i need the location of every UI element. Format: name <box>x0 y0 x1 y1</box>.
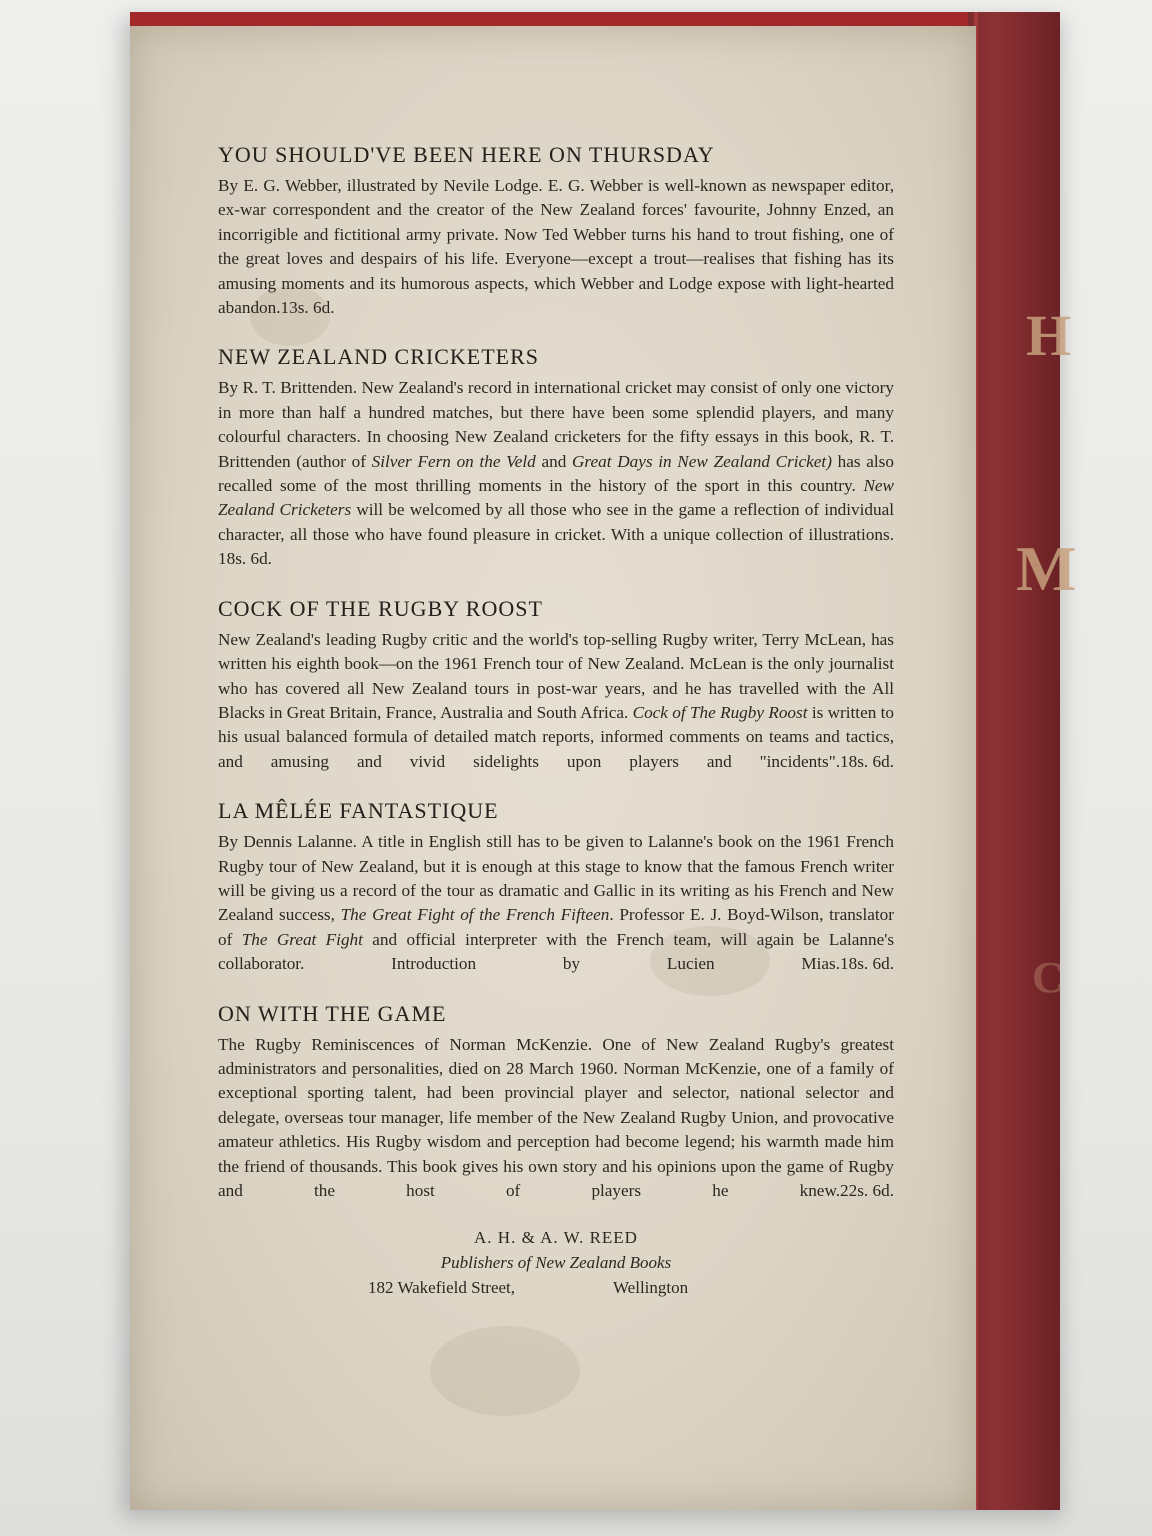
book-description <box>218 1033 894 1204</box>
paper-stain <box>430 1326 580 1416</box>
description-text: The Rugby Reminiscences of Norman McKenzie. One of New Zealand Rugby's greatest administrators and personalities, died on 28 March 1960. Norman McKenzie, one of a family of exceptional sporting talent, had been provincial player and selector, national selector and delegate, overseas tour manager, life member of the New Zealand Rugby Union, and provocative amateur athletics. His Rugby wisdom and perception had become legend; his warmth made him the friend of thousands. This book gives his own story and his opinions upon the game of Rugby and the host of players he knew. <box>218 1034 894 1200</box>
description-text: . Professor E. J. Boyd-Wilson, translator of <box>218 905 894 949</box>
book-price: 13s. 6d. <box>280 298 335 318</box>
italic-title-text: New Zealand Cricketers <box>218 476 894 520</box>
description-text: New Zealand's leading Rugby critic and the world's top-selling Rugby writer, Terry McLean, has written his eighth book—on the 1961 French tour of New Zealand. McLean is the only journalist who has covered all New Zealand tours in post-war years, and he has travelled with the All Blacks in Great Britain, France, Australia and South Africa. <box>218 629 894 722</box>
publisher-name: A. H. & A. W. REED <box>474 1228 638 1248</box>
book-title: COCK OF THE RUGBY ROOST <box>218 595 543 621</box>
description-text: will be welcomed by all those who see in the game a reflection of individual character, all those who have found pleasure in cricket. With a unique collection of illustrations. <box>218 500 894 544</box>
description-text: is written to his usual balanced formula of detailed match reports, informed comments on teams and tactics, and amusing and vivid sidelights upon players and "incidents". <box>218 702 894 771</box>
book-list <box>218 140 894 1300</box>
description-text: By R. T. Brittenden. New Zealand's record in international cricket may consist of only one victory in more than half a hundred matches, but there have been some splendid players, and many colourful characters. In choosing New Zealand cricketers for the fifty essays in this book, R. T. Brittenden (author of <box>218 378 894 471</box>
spine-letter-m: M <box>1016 533 1077 604</box>
italic-title-text: Silver Fern on the Veld <box>371 451 536 471</box>
book-description <box>218 628 894 774</box>
book-price: 22s. 6d. <box>840 1181 894 1200</box>
spine-letter-h: H <box>1026 303 1072 368</box>
book-title: ON WITH THE GAME <box>218 1000 447 1026</box>
book-title: NEW ZEALAND CRICKETERS <box>218 344 540 370</box>
publisher-address <box>218 1275 894 1300</box>
italic-title-text: Great Days in New Zealand Cricket) <box>572 451 832 471</box>
publisher-tagline: Publishers of New Zealand Books <box>440 1253 672 1273</box>
book-description <box>218 174 894 320</box>
book-entry <box>218 594 894 774</box>
book-entry <box>218 342 894 571</box>
book-entries <box>218 140 894 1203</box>
spine-letter-c: C <box>1032 953 1064 1002</box>
book-back-cover <box>130 12 1077 1510</box>
book-title: LA MÊLÉE FANTASTIQUE <box>218 798 499 824</box>
description-text: By Dennis Lalanne. A title in English still has to be given to Lalanne's book on the 1961 French Rugby tour of New Zealand, but it is enough at this stage to know that the famous French writer will be giving us a record of the tour as dramatic and Gallic in its writing as his French and New Zealand success, <box>218 832 894 925</box>
book-price: 18s. 6d. <box>218 549 272 569</box>
italic-title-text: The Great Fight of the French Fifteen <box>340 905 610 925</box>
publisher-city: Wellington <box>613 1278 689 1298</box>
book-description <box>218 376 894 571</box>
dust-jacket-back <box>130 26 976 1510</box>
italic-title-text: Cock of The Rugby Roost <box>632 702 808 722</box>
description-text: By E. G. Webber, illustrated by Nevile Lodge. E. G. Webber is well-known as newspaper editor, ex-war correspondent and the creator of the New Zealand forces' favourite, Johnny Enzed, an incorrigible and fictitional army private. Now Ted Webber turns his hand to trout fishing, one of the great loves and despairs of his life. Everyone—except a trout—realises that fishing has its amusing moments and its humorous aspects, which Webber and Lodge expose with light-hearted abandon. <box>218 176 894 318</box>
publisher-street: 182 Wakefield Street, <box>368 1278 516 1298</box>
book-entry <box>218 140 894 320</box>
description-text: and <box>535 451 573 471</box>
book-price: 18s. 6d. <box>840 954 894 974</box>
publisher-block <box>218 1225 894 1300</box>
book-entry <box>218 999 894 1204</box>
description-text: and official interpreter with the French team, will again be Lalanne's collaborator. Introduction by Lucien Mias. <box>218 929 895 974</box>
italic-title-text: The Great Fight <box>241 929 363 949</box>
book-spine <box>968 12 1077 1510</box>
book-description <box>218 830 894 976</box>
book-price: 18s. 6d. <box>840 751 894 771</box>
book-title: YOU SHOULD'VE BEEN HERE ON THURSDAY <box>218 142 715 167</box>
description-text: has also recalled some of the most thrilling moments in the history of the sport in this country. <box>218 451 894 496</box>
book-entry <box>218 796 894 976</box>
